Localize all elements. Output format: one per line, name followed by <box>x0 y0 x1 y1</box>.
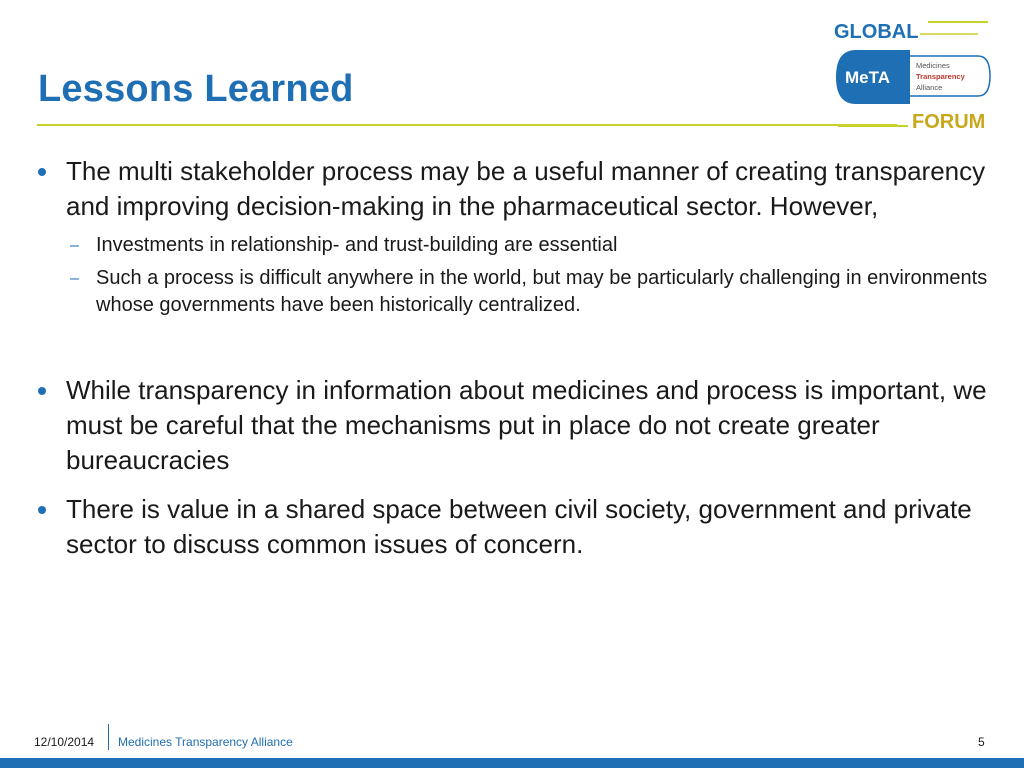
bullet-dot-icon <box>38 168 46 176</box>
bullet-text: While transparency in information about medicines and process is important, we must be careful that the mechanisms put in place do not create greater bureaucracies <box>66 375 987 475</box>
global-meta-forum-logo <box>828 10 998 134</box>
bullet-item <box>38 492 988 562</box>
bottom-bar <box>0 758 1024 768</box>
bullet-item <box>38 373 988 478</box>
footer-divider <box>108 724 109 750</box>
footer-date: 12/10/2014 <box>34 735 95 749</box>
logo-global-text: GLOBAL <box>834 21 919 43</box>
title-underline <box>37 124 897 126</box>
sub-bullet-item <box>38 265 988 319</box>
sub-bullet-text: Such a process is difficult anywhere in the world, but may be particularly challenging in environments whose governments have been historically centralized. <box>96 267 988 316</box>
logo-line-medicines: Medicines <box>916 61 950 70</box>
bullet-list <box>38 154 988 562</box>
logo-meta-text: MeTA <box>845 68 891 87</box>
sub-bullet-dash-icon: – <box>70 270 79 287</box>
logo-line-alliance: Alliance <box>916 83 943 92</box>
bullet-dot-icon <box>38 506 46 514</box>
footer-organization: Medicines Transparency Alliance <box>118 735 293 749</box>
logo-line-transparency: Transparency <box>916 72 965 81</box>
sub-bullet-dash-icon: – <box>70 237 79 254</box>
sub-bullet-item <box>38 232 988 259</box>
logo-forum-text: FORUM <box>912 111 986 133</box>
bullet-text: The multi stakeholder process may be a useful manner of creating transparency and improving decision-making in the pharmaceutical sector. However, <box>66 156 986 221</box>
bullet-dot-icon <box>38 387 46 395</box>
slide-number: 5 <box>978 735 985 749</box>
bullet-text: There is value in a shared space between civil society, government and private sector to discuss common issues of concern. <box>66 494 972 559</box>
slide-title: Lessons Learned <box>38 68 354 110</box>
sub-bullet-text: Investments in relationship- and trust-building are essential <box>96 234 618 256</box>
bullet-item <box>38 154 988 224</box>
